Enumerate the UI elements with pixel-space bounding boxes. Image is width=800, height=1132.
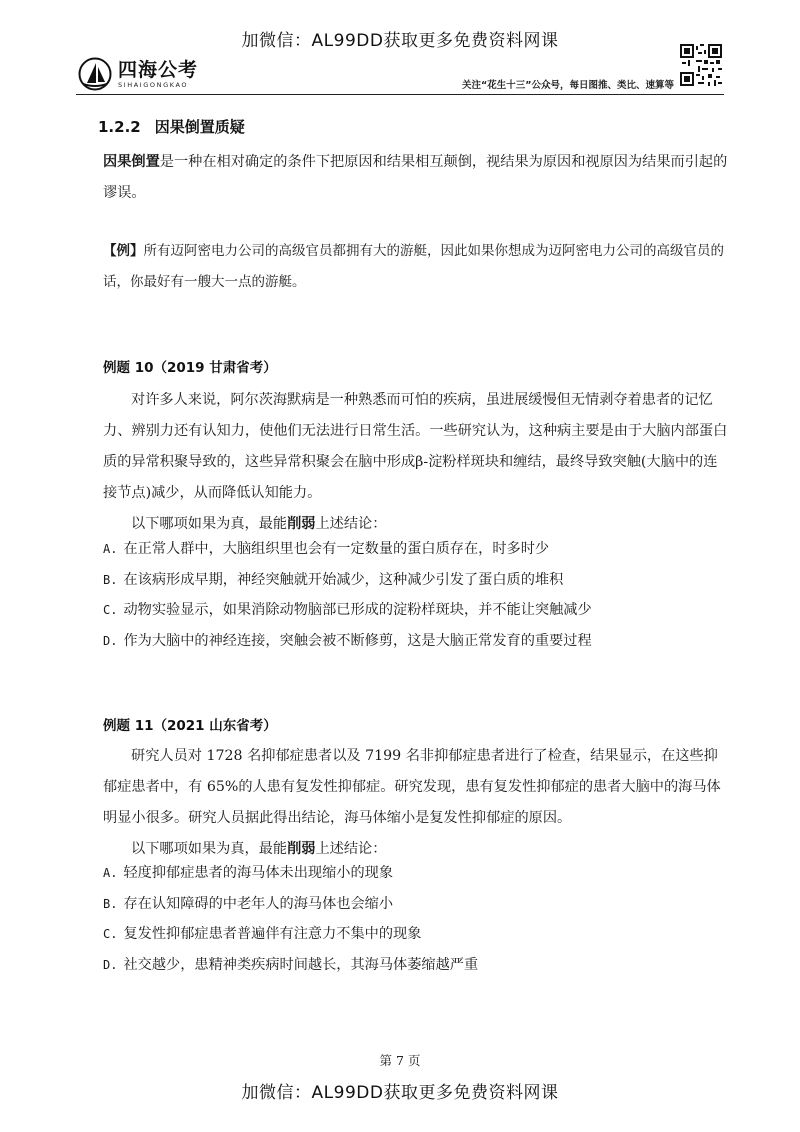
option-letter: A. [103,542,118,556]
logo-subtitle: SIHAIGONGKAO [118,80,189,89]
brand-logo [78,56,198,92]
question-stem: 研究人员对 1728 名抑郁症患者以及 7199 名非抑郁症患者进行了检查，结果显示，在这些抑郁症患者中，有 65%的人患有复发性抑郁症。研究发现，患有复发性抑郁症的患者大脑中的海马体明显小很多。研究人员据此得出结论，海马体缩小是复发性抑郁症的原因。 [103,748,721,826]
option-text: 动物实验显示，如果消除动物脑部已形成的淀粉样斑块，并不能让突触减少 [123,602,592,618]
option-text: 作为大脑中的神经连接，突触会被不断修剪，这是大脑正常发育的重要过程 [123,632,592,649]
definition-body: 是一种在相对确定的条件下把原因和结果相互颠倒，视结果为原因和视原因为结果而引起的谬误。 [103,154,728,201]
question-heading: 例题 11（2021 山东省考） [103,718,277,734]
option-letter: A. [103,866,118,880]
option-a [103,858,731,889]
option-letter: B. [103,572,118,587]
option-b [103,889,731,920]
option-list [103,534,731,656]
header-divider [76,94,724,95]
option-d [103,626,731,657]
follow-notice: 关注“花生十三”公众号，每日图推、类比、速算等 [462,80,674,91]
prompt-prefix: 以下哪项如果为真，最能 [131,841,288,857]
example-paragraph [103,236,733,298]
example-tag: 【例】 [103,243,144,259]
option-c [103,595,731,626]
logo-name: 四海公考 [118,58,199,81]
option-letter: B. [103,896,118,911]
option-text: 存在认知障碍的中老年人的海马体也会缩小 [123,895,394,912]
qr-code-icon [680,44,722,86]
prompt-keyword: 削弱 [287,516,316,532]
question-stem: 对许多人来说，阿尔茨海默病是一种熟悉而可怕的疾病，虽进展缓慢但无情剥夺着患者的记忆力、辨别力还有认知力，使他们无法进行日常生活。一些研究认为，这种病主要是由于大脑内部蛋白质的异常积聚导致的，这些异常积聚会在脑中形成β-淀粉样斑块和缠结，最终导致突触(大脑中的连接节点)减少，从而降低认知能力。 [103,392,728,501]
option-text: 社交越少，患精神类疾病时间越长，其海马体萎缩越严重 [123,956,479,973]
option-a [103,534,731,565]
definition-paragraph [103,147,733,209]
example-text: 所有迈阿密电力公司的高级官员都拥有大的游艇，因此如果你想成为迈阿密电力公司的高级官员的话，你最好有一艘大一点的游艇。 [103,243,724,290]
prompt-suffix: 上述结论： [315,841,387,857]
top-banner: 加微信：AL99DD获取更多免费资料网课 [241,31,559,51]
option-text: 复发性抑郁症患者普遍伴有注意力不集中的现象 [123,926,422,942]
option-letter: D. [103,957,118,972]
option-letter: C. [103,927,118,941]
prompt-prefix: 以下哪项如果为真，最能 [131,516,288,532]
page-number: 第 7 页 [379,1053,421,1068]
definition-term: 因果倒置 [103,154,160,170]
question-heading: 例题 10（2019 甘肃省考） [103,360,277,376]
prompt-suffix: 上述结论： [315,516,387,532]
bottom-banner: 加微信：AL99DD获取更多免费资料网课 [241,1083,559,1103]
option-b [103,565,731,596]
sail-logo-icon [78,57,112,91]
section-heading [98,116,245,137]
option-letter: D. [103,633,118,648]
option-c [103,919,731,950]
option-letter: C. [103,603,118,617]
prompt-keyword: 削弱 [287,841,316,857]
option-d [103,950,731,981]
option-text: 轻度抑郁症患者的海马体未出现缩小的现象 [123,865,394,881]
option-list [103,858,731,980]
option-text: 在正常人群中，大脑组织里也会有一定数量的蛋白质存在，时多时少 [123,541,550,557]
section-title: 因果倒置质疑 [154,118,245,136]
section-number: 1.2.2 [98,118,141,136]
option-text: 在该病形成早期，神经突触就开始减少，这种减少引发了蛋白质的堆积 [123,571,564,588]
